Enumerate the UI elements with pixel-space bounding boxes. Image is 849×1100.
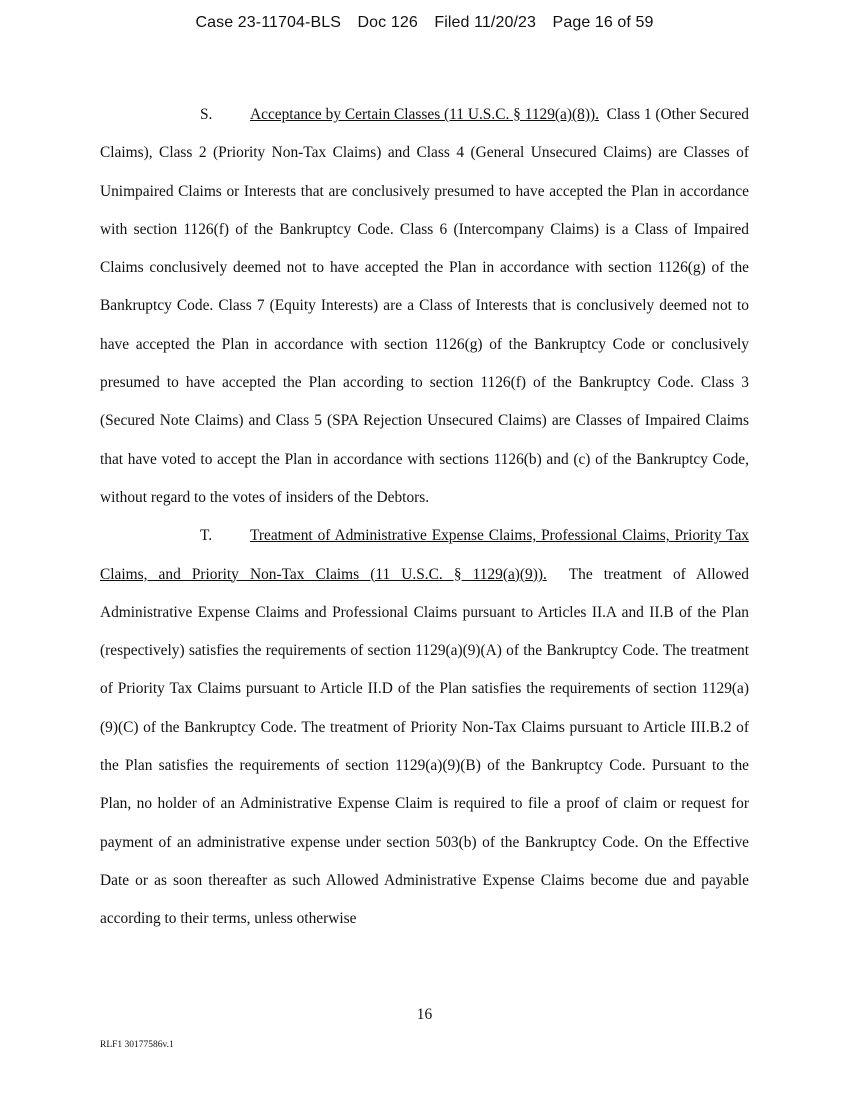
section-paragraph (100, 517, 749, 938)
filed-date: Filed 11/20/23 (434, 14, 536, 31)
section-letter: S. (200, 106, 213, 123)
document-body (100, 96, 749, 939)
page-number: 16 (416, 1006, 433, 1023)
section-text: The treatment of Allowed Administrative Expense Claims and Professional Claims pursuant to Articles II.A and II.B of the Plan (respectively) satisfies the requirements of section 1129(a)(9)(A) of the Bankruptcy Code. The treatment of Priority Tax Claims pursuant to Article II.D of the Plan satisfies the requirements of section 1129(a)(9)(C) of the Bankruptcy Code. The treatment of Priority Non-Tax Claims pursuant to Article III.B.2 of the Plan satisfies the requirements of section 1129(a)(9)(B) of the Bankruptcy Code. Pursuant to the Plan, no holder of an Administrative Expense Claim is required to file a proof of claim or request for payment of an administrative expense under section 503(b) of the Bankruptcy Code. On the Effective Date or as soon thereafter as such Allowed Administrative Expense Claims become due and payable according to their terms, unless otherwise (100, 565, 750, 928)
section-text: Class 1 (Other Secured Claims), Class 2 (Priority Non-Tax Claims) and Class 4 (General Unsecured Claims) are Classes of Unimpaired Claims or Interests that are conclusively presumed to have accepted the Plan in accordance with section 1126(f) of the Bankruptcy Code. Class 6 (Intercompany Claims) is a Class of Impaired Claims conclusively deemed not to have accepted the Plan in accordance with section 1126(g) of the Bankruptcy Code. Class 7 (Equity Interests) are a Class of Interests that is conclusively deemed not to have accepted the Plan in accordance with section 1126(g) of the Bankruptcy Code or conclusively presumed to have accepted the Plan according to section 1126(f) of the Bankruptcy Code. Class 3 (Secured Note Claims) and Class 5 (SPA Rejection Unsecured Claims) are Classes of Impaired Claims that have voted to accept the Plan in accordance with sections 1126(b) and (c) of the Bankruptcy Code, without regard to the votes of insiders of the Debtors. (100, 106, 749, 506)
section-heading: Acceptance by Certain Classes (11 U.S.C. § 1129(a)(8)). (250, 106, 599, 123)
doc-number: Doc 126 (357, 14, 418, 31)
section-letter: T. (200, 527, 213, 545)
section-paragraph (100, 96, 749, 517)
case-header (0, 14, 849, 32)
case-number: Case 23-11704-BLS (195, 14, 341, 31)
section-heading: Treatment of Administrative Expense Claims, Professional Claims, Priority Tax Claims, and Priority Non-Tax Claims (11 U.S.C. § 1129(a)(9)). (100, 527, 749, 583)
page-of-total: Page 16 of 59 (552, 14, 654, 31)
document-id: RLF1 30177586v.1 (100, 1040, 174, 1050)
